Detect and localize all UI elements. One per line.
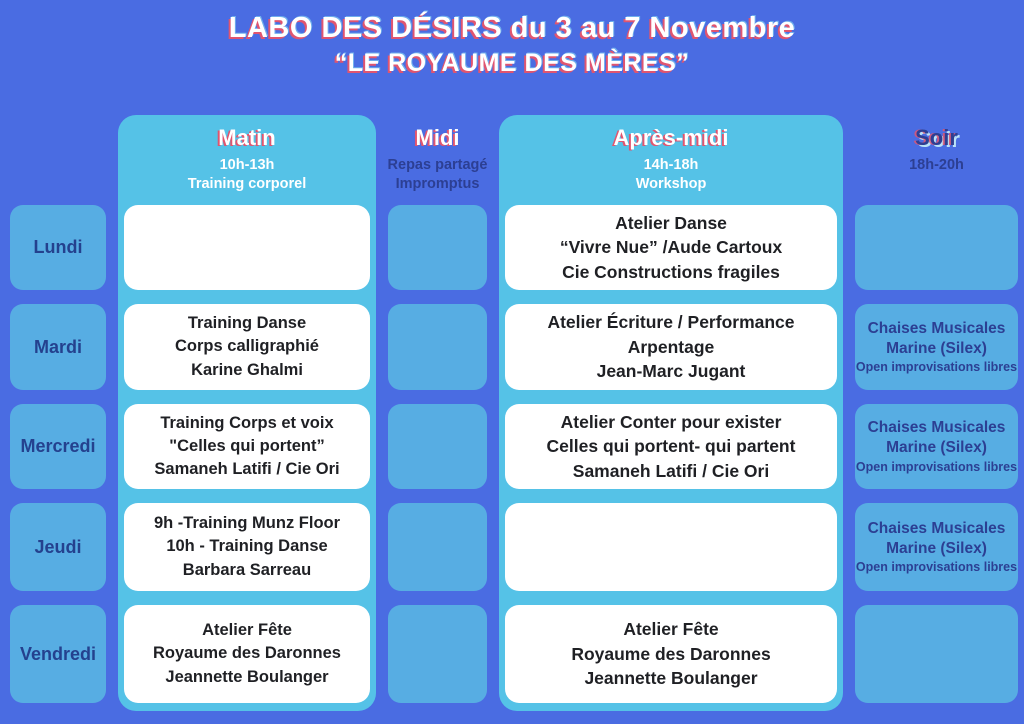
cell-line: Jean-Marc Jugant	[596, 361, 746, 382]
cell-line: Atelier Danse	[615, 212, 727, 233]
cell-soir-lundi	[855, 205, 1018, 290]
apres-midi-header	[505, 115, 837, 205]
cell-midi-lundi	[388, 205, 487, 290]
cell-line: Jeannette Boulanger	[165, 667, 329, 686]
apres-midi-title: Après-midi	[613, 125, 729, 150]
matin-description: Training corporel	[187, 175, 307, 192]
cell-line: "Celles qui portent”	[169, 436, 325, 455]
cell-midi-mercredi	[388, 404, 487, 489]
matin-column	[118, 115, 376, 711]
soir-title: Soir	[915, 125, 958, 150]
day-label-text: Vendredi	[19, 643, 97, 664]
soir-column	[855, 115, 1018, 711]
cell-soir-vendredi	[855, 605, 1018, 703]
cell-line: “Vivre Nue” /Aude Cartoux	[559, 237, 783, 258]
cell-line: Marine (Silex)	[886, 539, 987, 557]
cell-line: Arpentage	[627, 336, 715, 357]
matin-hours: 10h-13h	[219, 157, 275, 173]
schedule-grid	[10, 115, 1018, 711]
cell-line: Samaneh Latifi / Cie Ori	[572, 460, 770, 481]
cell-line: Royaume des Daronnes	[153, 644, 341, 663]
cell-matin-vendredi	[124, 605, 370, 703]
day-label-text: Mercredi	[20, 436, 96, 456]
cell-soir-mardi	[855, 304, 1018, 390]
cell-apres-midi-jeudi	[505, 503, 837, 591]
day-label-lundi	[10, 205, 106, 290]
day-column-header-spacer	[10, 115, 106, 205]
cell-midi-mardi	[388, 304, 487, 390]
day-column	[10, 115, 106, 711]
cell-line: Samaneh Latifi / Cie Ori	[154, 460, 340, 479]
matin-header	[124, 115, 370, 205]
midi-header	[388, 115, 487, 205]
cell-line: Atelier Écriture / Performance	[547, 312, 795, 333]
cell-matin-jeudi	[124, 503, 370, 591]
apres-midi-description: Workshop	[635, 175, 707, 192]
day-label-mercredi	[10, 404, 106, 489]
midi-column	[388, 115, 487, 711]
apres-midi-column	[499, 115, 843, 711]
cell-line: Atelier Fête	[623, 619, 719, 640]
matin-title: Matin	[218, 125, 276, 150]
soir-hours: 18h-20h	[909, 157, 964, 173]
cell-matin-mardi	[124, 304, 370, 390]
cell-midi-vendredi	[388, 605, 487, 703]
cell-line: Chaises Musicales	[867, 419, 1006, 437]
cell-line: Atelier Fête	[202, 621, 292, 640]
cell-soir-jeudi	[855, 503, 1018, 591]
cell-soir-mercredi	[855, 404, 1018, 489]
poster-subtitle: “LE ROYAUME DES MÈRES”	[334, 49, 690, 77]
cell-line: Chaises Musicales	[867, 519, 1006, 537]
cell-midi-jeudi	[388, 503, 487, 591]
cell-line: Training Danse	[187, 314, 307, 333]
cell-apres-midi-vendredi	[505, 605, 837, 703]
cell-line: Barbara Sarreau	[182, 560, 312, 579]
cell-apres-midi-mercredi	[505, 404, 837, 489]
cell-line: Cie Constructions fragiles	[562, 261, 780, 282]
cell-apres-midi-mardi	[505, 304, 837, 390]
cell-line: Karine Ghalmi	[191, 360, 303, 379]
poster-header	[0, 12, 1024, 78]
cell-line: 9h -Training Munz Floor	[153, 514, 341, 533]
cell-line: Jeannette Boulanger	[584, 668, 758, 689]
cell-line-small: Open improvisations libres	[855, 560, 1018, 575]
midi-description-1: Repas partagé	[387, 157, 488, 173]
cell-line: Chaises Musicales	[867, 319, 1006, 337]
day-label-jeudi	[10, 503, 106, 591]
cell-line: Marine (Silex)	[886, 339, 987, 357]
cell-line: 10h - Training Danse	[166, 537, 328, 556]
cell-matin-lundi	[124, 205, 370, 290]
day-label-text: Jeudi	[34, 536, 82, 557]
day-label-vendredi	[10, 605, 106, 703]
midi-title: Midi	[415, 125, 460, 150]
cell-line: Corps calligraphié	[175, 337, 319, 356]
cell-line-small: Open improvisations libres	[855, 360, 1018, 375]
poster-title: LABO DES DÉSIRS du 3 au 7 Novembre	[228, 12, 796, 44]
cell-line: Royaume des Daronnes	[571, 643, 771, 664]
cell-line: Celles qui portent- qui partent	[546, 436, 796, 457]
day-label-text: Mardi	[33, 336, 82, 357]
day-label-mardi	[10, 304, 106, 390]
cell-apres-midi-lundi	[505, 205, 837, 290]
cell-line: Atelier Conter pour exister	[560, 411, 782, 432]
cell-line: Training Corps et voix	[160, 413, 334, 432]
soir-header	[855, 115, 1018, 205]
day-label-text: Lundi	[33, 237, 83, 257]
midi-description-2: Impromptus	[395, 175, 480, 192]
cell-line-small: Open improvisations libres	[855, 459, 1018, 474]
apres-midi-hours: 14h-18h	[643, 157, 699, 173]
cell-line: Marine (Silex)	[886, 439, 987, 457]
cell-matin-mercredi	[124, 404, 370, 489]
